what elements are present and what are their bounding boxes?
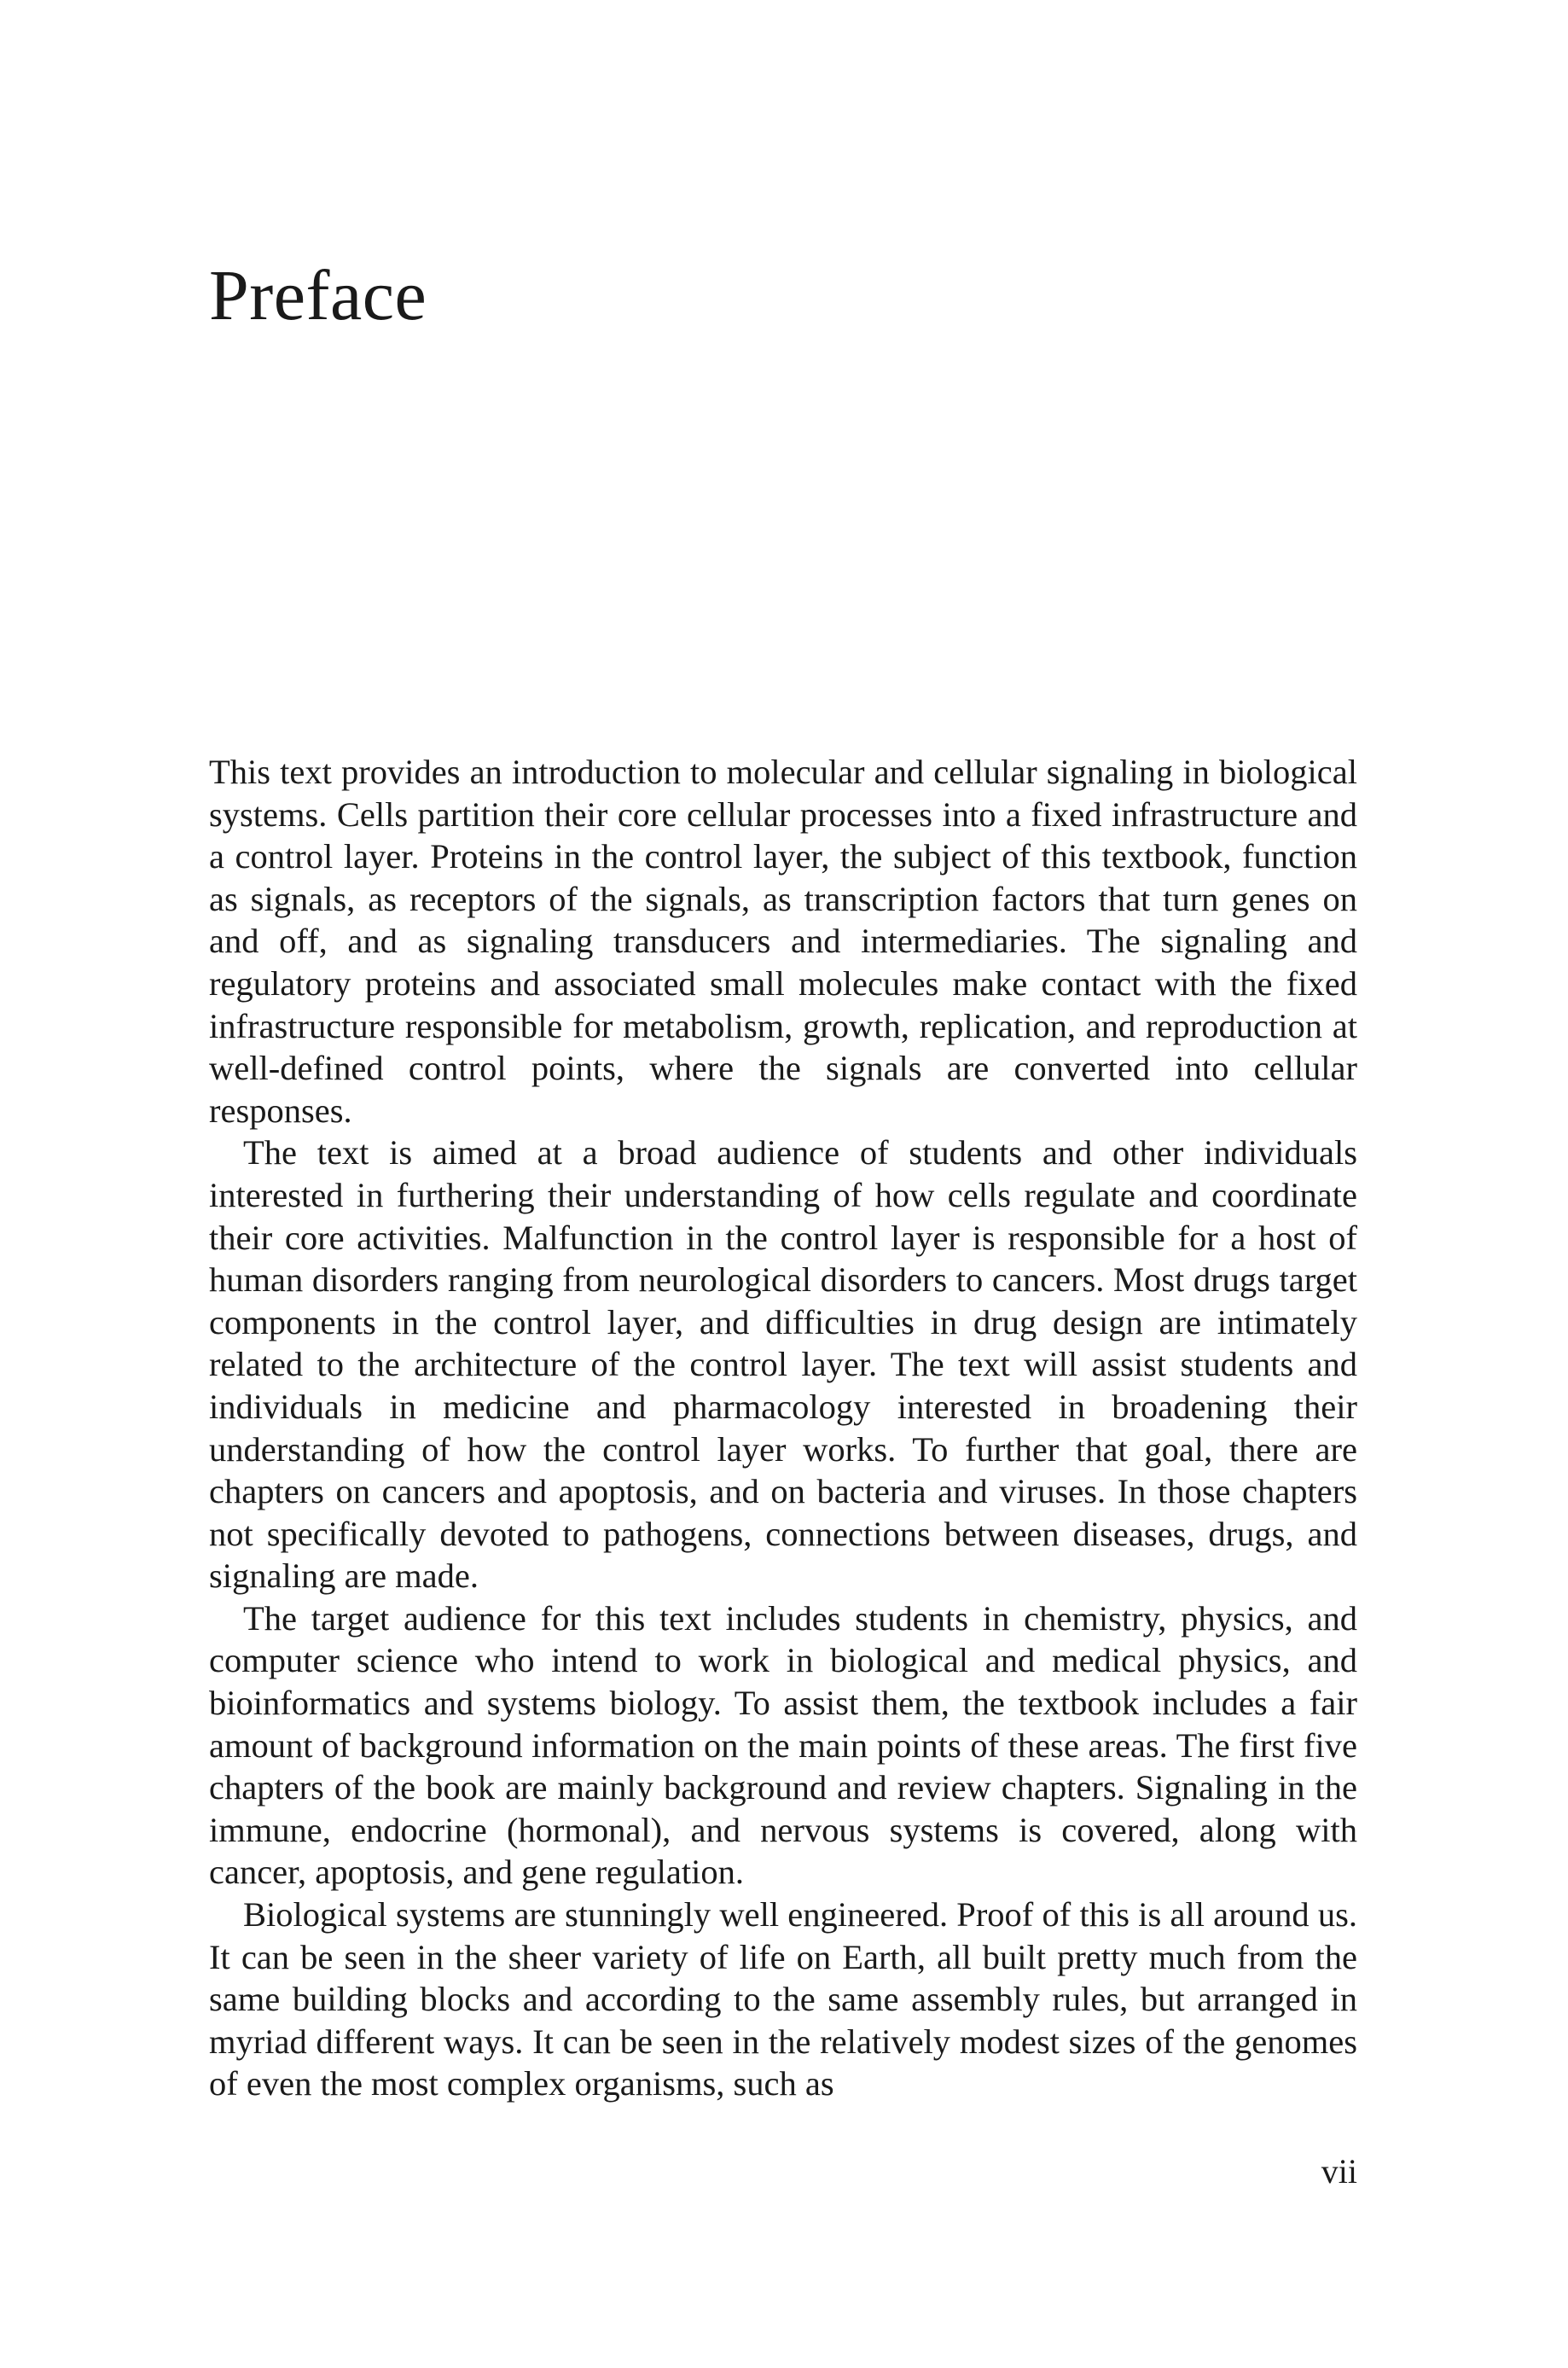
page-number: vii [1321,2152,1357,2191]
paragraph-3: The target audience for this text includes students in chemistry, physics, and computer science who intend to work in biological and medical physics, and bioinformatics and systems biology. To assist them, the textbook includes a fair amount of background information on the main points of these areas. The first five chapters of the book are mainly background and review chapters. Signaling in the immune, endocrine (hormonal), and nervous systems is covered, along with cancer, apoptosis, and gene regulation. [209,1598,1357,1892]
paragraph-4: Biological systems are stunningly well engineered. Proof of this is all around us. It can be seen in the sheer variety of life on Earth, all built pretty much from the same building blocks and according to the same assembly rules, but arranged in myriad different ways. It can be seen in the relatively modest sizes of the genomes of even the most complex organisms, such as [209,1895,1357,2103]
page-title: Preface [209,256,427,335]
paragraph-2: The text is aimed at a broad audience of students and other individuals interested in furthering their understanding of how cells regulate and coordinate their core activities. Malfunction in the control layer is responsible for a host of human disorders ranging from neurological disorders to cancers. Most drugs target components in the control layer, and difficulties in drug design are intimately related to the architecture of the control layer. The text will assist students and individuals in medicine and pharmacology interested in broadening their understanding of how the control layer works. To further that goal, there are chapters on cancers and apoptosis, and on bacteria and viruses. In those chapters not specifically devoted to pathogens, connections between diseases, drugs, and signaling are made. [209,1133,1357,1596]
preface-body [209,751,1357,2105]
paragraph-1: This text provides an introduction to molecular and cellular signaling in biological systems. Cells partition their core cellular processes into a fixed infrastructure and a control layer. Proteins in the control layer, the subject of this textbook, function as signals, as receptors of the signals, as transcription factors that turn genes on and off, and as signaling transducers and intermediaries. The signaling and regulatory proteins and associated small molecules make contact with the fixed infrastructure responsible for metabolism, growth, replication, and reproduction at well-defined control points, where the signals are converted into cellular responses. [209,753,1357,1130]
